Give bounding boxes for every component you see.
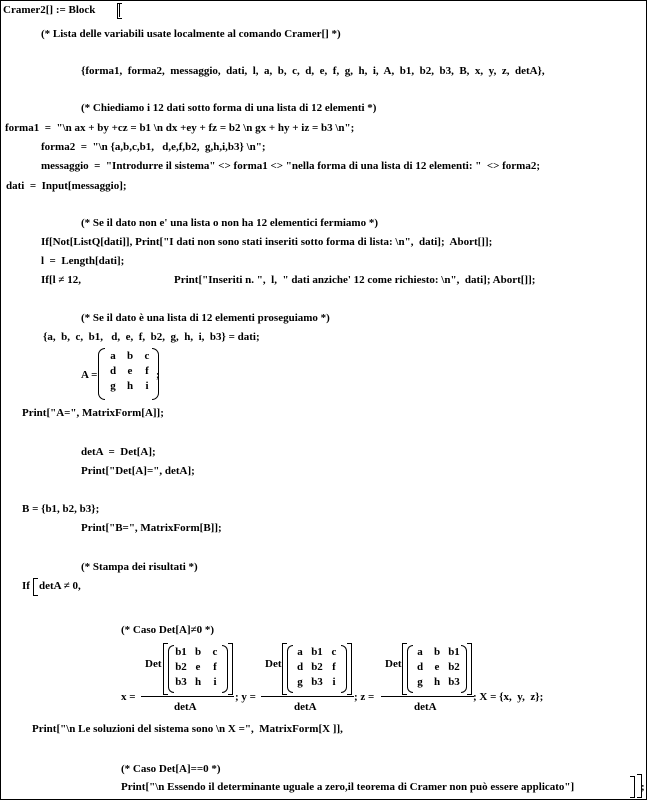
if-condition: detA ≠ 0, bbox=[39, 580, 81, 592]
matrix-cell: g bbox=[110, 380, 116, 392]
matrix-cell: e bbox=[434, 661, 440, 673]
comment-results: (* Stampa dei risultati *) bbox=[81, 561, 198, 573]
matrix-cell: c bbox=[144, 350, 150, 362]
matrix-cell: f bbox=[213, 661, 217, 673]
matrix-cell: a bbox=[417, 646, 423, 658]
print-solutions-line: Print["\n Le soluzioni del sistema sono \n X =", MatrixForm[X ]], bbox=[32, 723, 343, 735]
matrix-cell: b1 bbox=[448, 646, 460, 658]
if-open-bracket bbox=[33, 578, 38, 596]
det-y-close-bracket bbox=[347, 643, 352, 695]
listq-check-line: If[Not[ListQ[dati]], Print["I dati non sono stati inseriti sotto forma di lista: \n", dati]; Abort[]]; bbox=[41, 236, 493, 248]
forma2-line: forma2 = "\n {a,b,c,b1, d,e,f,b2, g,h,i,b3} \n"; bbox=[41, 141, 266, 153]
det-z-close-bracket bbox=[467, 643, 472, 695]
matrix-cell: f bbox=[145, 365, 149, 377]
if-close-bracket bbox=[630, 776, 635, 798]
matrix-cell: f bbox=[332, 661, 336, 673]
matrix-cell: d bbox=[109, 365, 117, 377]
local-vars-list: {forma1, forma2, messaggio, dati, l, a, b, c, d, e, f, g, h, i, A, b1, b2, b3, B, x, y, z, detA}, bbox=[81, 65, 545, 77]
z-equals: ; z = bbox=[354, 691, 375, 703]
comment-proceed: (* Se il dato è una lista di 12 elementi proseguiamo *) bbox=[81, 312, 330, 324]
length-line: l = Length[dati]; bbox=[41, 255, 125, 267]
if-keyword: If bbox=[22, 580, 30, 592]
matrix-cell: b2 bbox=[448, 661, 460, 673]
matrix-cell: b1 bbox=[311, 646, 323, 658]
matrix-cell: g bbox=[417, 676, 423, 688]
fraction-z-line bbox=[381, 696, 474, 697]
matrix-a-label: A = bbox=[81, 369, 98, 381]
matrix-cell: b2 bbox=[175, 661, 187, 673]
matrix-cell: h bbox=[433, 676, 441, 688]
matrix-cell: d bbox=[296, 661, 304, 673]
text-cursor[interactable] bbox=[119, 3, 120, 17]
final-semicolon: ; bbox=[641, 781, 645, 793]
messaggio-line: messaggio = "Introdurre il sistema" <> forma1 <> "nella forma di una lista di 12 elementi: " <> forma2; bbox=[41, 160, 540, 172]
matrix-cell: c bbox=[212, 646, 218, 658]
fraction-x-line bbox=[141, 696, 234, 697]
b-vector-line: B = {b1, b2, b3}; bbox=[22, 503, 100, 515]
det-a-line: detA = Det[A]; bbox=[81, 446, 156, 458]
comment-case-zero: (* Caso Det[A]==0 *) bbox=[121, 763, 221, 775]
matrix-cell: b3 bbox=[448, 676, 460, 688]
matrix-cell: a bbox=[297, 646, 303, 658]
matrix-cell: c bbox=[331, 646, 337, 658]
matrix-cell: h bbox=[194, 676, 202, 688]
destructure-line: {a, b, c, b1, d, e, f, b2, g, h, i, b3} = dati; bbox=[43, 331, 260, 343]
comment-case-nonzero: (* Caso Det[A]≠0 *) bbox=[121, 624, 215, 636]
matrix-a-semicolon: ; bbox=[156, 369, 160, 381]
matrix-cell: i bbox=[213, 676, 217, 688]
print-cramer-error: Print["\n Essendo il determinante uguale a zero,il teorema di Cramer non può essere applicato"] bbox=[121, 781, 575, 793]
matrix-cell: e bbox=[195, 661, 201, 673]
y-equals: ; y = bbox=[235, 691, 256, 703]
matrix-cell: b3 bbox=[311, 676, 323, 688]
matrix-cell: b1 bbox=[175, 646, 187, 658]
comment-local-vars: (* Lista delle variabili usate localmente al comando Cramer[] *) bbox=[41, 28, 341, 40]
block-header: Cramer2[] := Block bbox=[3, 4, 96, 16]
matrix-cell: i bbox=[145, 380, 149, 392]
denominator-z: detA bbox=[414, 701, 437, 713]
det-x-close-bracket bbox=[228, 643, 233, 695]
forma1-line: forma1 = "\n ax + by +cz = b1 \n dx +ey + fz = b2 \n gx + hy + iz = b3 \n"; bbox=[5, 122, 355, 134]
matrix-cell: b2 bbox=[311, 661, 323, 673]
print-a-line: Print["A=", MatrixForm[A]]; bbox=[22, 407, 164, 419]
matrix-cell: a bbox=[110, 350, 116, 362]
matrix-cell: b3 bbox=[175, 676, 187, 688]
if-count-line: If[l ≠ 12, bbox=[41, 274, 81, 286]
matrix-cell: g bbox=[297, 676, 303, 688]
matrix-cell: e bbox=[127, 365, 133, 377]
comment-check-list: (* Se il dato non e' una lista o non ha 12 elementici fermiamo *) bbox=[81, 217, 378, 229]
fraction-y-line bbox=[261, 696, 354, 697]
comment-ask-data: (* Chiediamo i 12 dati sotto forma di una lista di 12 elementi *) bbox=[81, 102, 377, 114]
print-b-line: Print["B=", MatrixForm[B]]; bbox=[81, 522, 222, 534]
input-line: dati = Input[messaggio]; bbox=[6, 180, 127, 192]
matrix-cell: h bbox=[126, 380, 134, 392]
det-label-x: Det bbox=[145, 658, 162, 670]
matrix-cell: b bbox=[194, 646, 202, 658]
x-equals: x = bbox=[121, 691, 136, 703]
print-det-line: Print["Det[A]=", detA]; bbox=[81, 465, 195, 477]
det-label-z: Det bbox=[385, 658, 402, 670]
denominator-y: detA bbox=[294, 701, 317, 713]
x-vector-definition: ; X = {x, y, z}; bbox=[473, 691, 544, 703]
matrix-cell: b bbox=[126, 350, 134, 362]
denominator-x: detA bbox=[174, 701, 197, 713]
print-count-error: Print["Inseriti n. ", l, " dati anziche' 12 come richiesto: \n", dati]; Abort[]]; bbox=[174, 274, 536, 286]
matrix-cell: i bbox=[332, 676, 336, 688]
matrix-cell: b bbox=[433, 646, 441, 658]
det-label-y: Det bbox=[265, 658, 282, 670]
matrix-cell: d bbox=[416, 661, 424, 673]
